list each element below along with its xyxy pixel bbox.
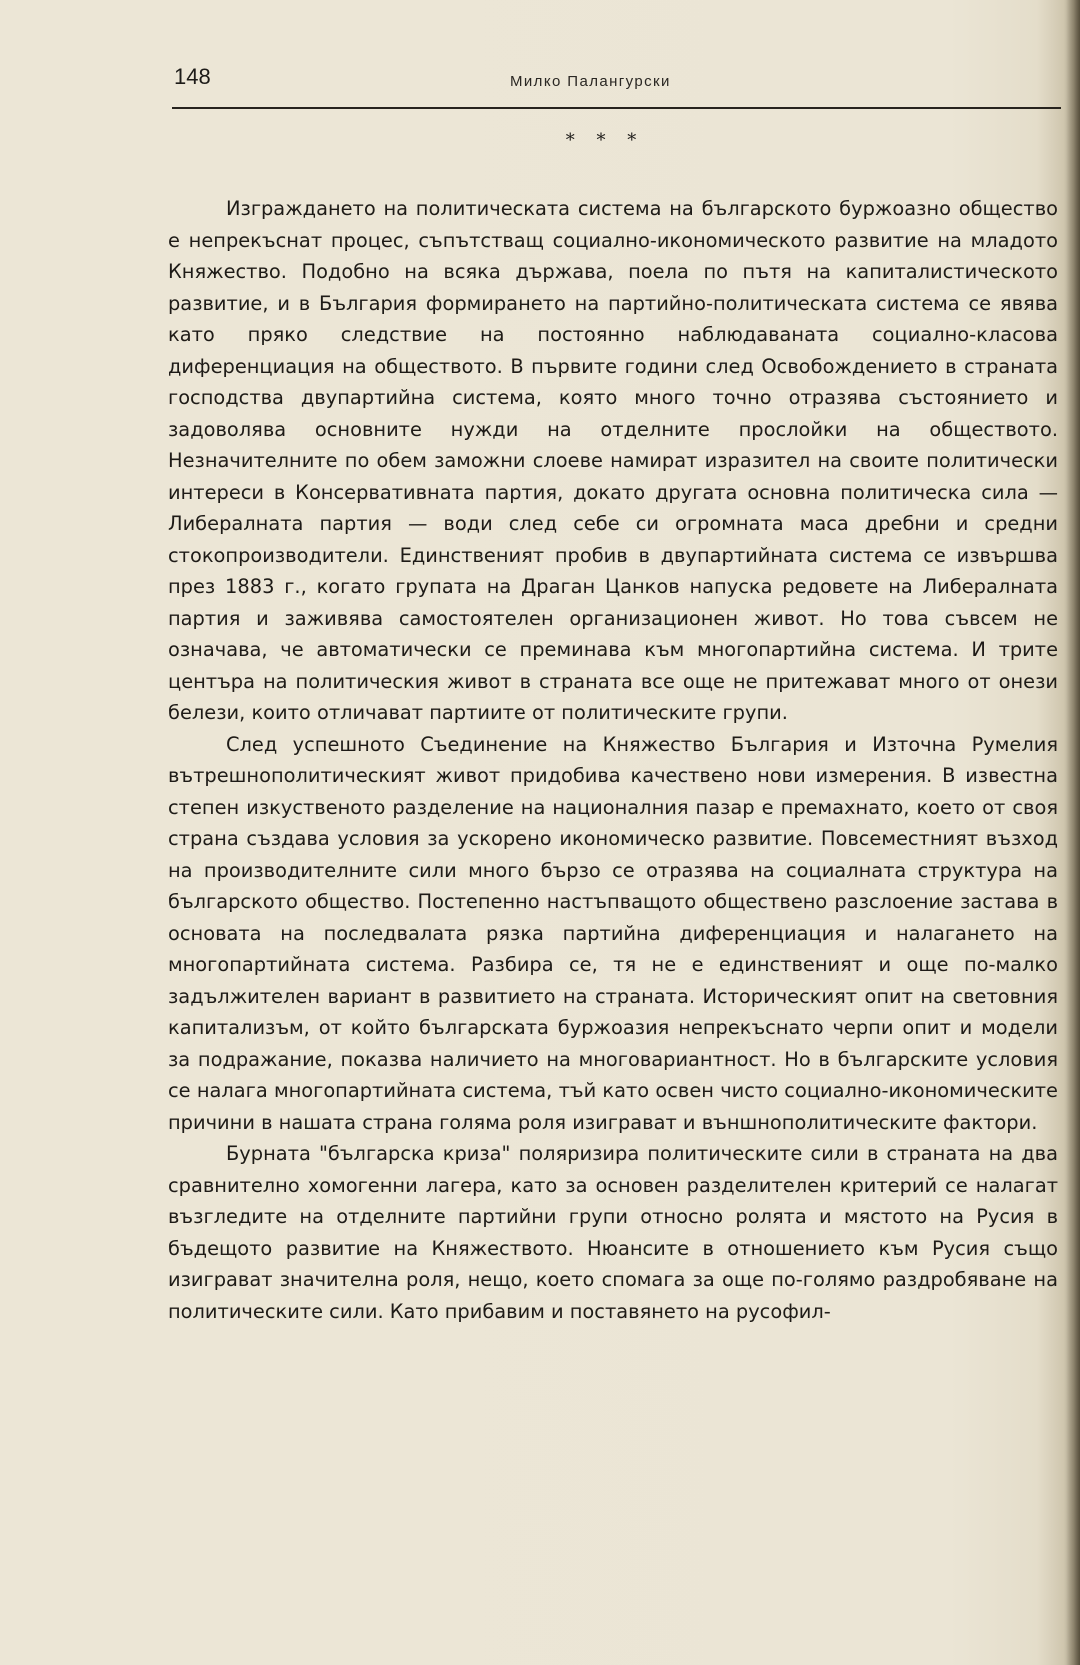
- body-text: [168, 193, 1058, 1327]
- paragraph: Бурната "българска криза" поляризира политическите сили в страната на два сравнително хомогенни лагера, като за основен разделителен критерий се налагат възгледите на отделните партийни групи относно ролята и мястото на Русия в бъдещото развитие на Княжеството. Нюансите в отношението към Русия също изиграват значителна роля, нещо, което спомага за още по-голямо раздробяване на политическите сили. Като прибавим и поставянето на русофил-: [168, 1142, 1058, 1323]
- paragraph: След успешното Съединение на Княжество България и Източна Румелия вътрешнополитическият живот придобива качествено нови измерения. В известна степен изкуственото разделение на националния пазар е премахнато, което от своя страна създава условия за ускорено икономическо развитие. Повсеместният възход на производителните сили много бързо се отразява на социалната структура на българското общество. Постепенно настъпващото обществено разслоение застава в основата на последвалата рязка партийна диференциация и налагането на многопартийната система. Разбира се, тя не е единственият и още по-малко задължителен вариант в развитието на страната. Историческият опит на световния капитализъм, от който българската буржоазия непрекъснато черпи опит и модели за подражание, показва наличието на многовариантност. Но в българските условия се налага многопартийната система, тъй като освен чисто социално-икономическите причини в нашата страна голяма роля изиграват и външнополитическите фактори.: [168, 732, 1058, 1134]
- section-break-asterisks: * * *: [565, 130, 645, 151]
- running-head-author: Милко Палангурски: [510, 73, 671, 90]
- page-edge-shadow: [1066, 0, 1080, 1665]
- page-header: [174, 64, 1060, 108]
- paragraph: Изграждането на политическата система на българското буржоазно общество е непрекъснат процес, съпътстващ социално-икономическото развитие на младото Княжество. Подобно на всяка държава, поела по пътя на капиталистическото развитие, и в България формирането на партийно-политическата система се явява като пряко следствие на постоянно наблюдаваната социално-класова диференциация на обществото. В първите години след Освобождението в страната господства двупартийна система, която много точно отразява състоянието и задоволява основните нужди на отделните прослойки на обществото. Незначителните по обем заможни слоеве намират изразител на своите политически интереси в Консервативната партия, докато другата основна политическа сила — Либералната партия — води след себе си огромната маса дребни и средни стокопроизводители. Единственият пробив в двупартийната система се извършва през 1883 г., когато групата на Драган Цанков напуска редовете на Либералната партия и заживява самостоятелен организационен живот. Но това съвсем не означава, че автоматически се преминава към многопартийна система. И трите центъра на политическия живот в страната все още не притежават много от онези белези, които отличават партиите от политическите групи.: [168, 197, 1058, 724]
- page-number: 148: [174, 64, 211, 89]
- header-rule: [172, 107, 1061, 109]
